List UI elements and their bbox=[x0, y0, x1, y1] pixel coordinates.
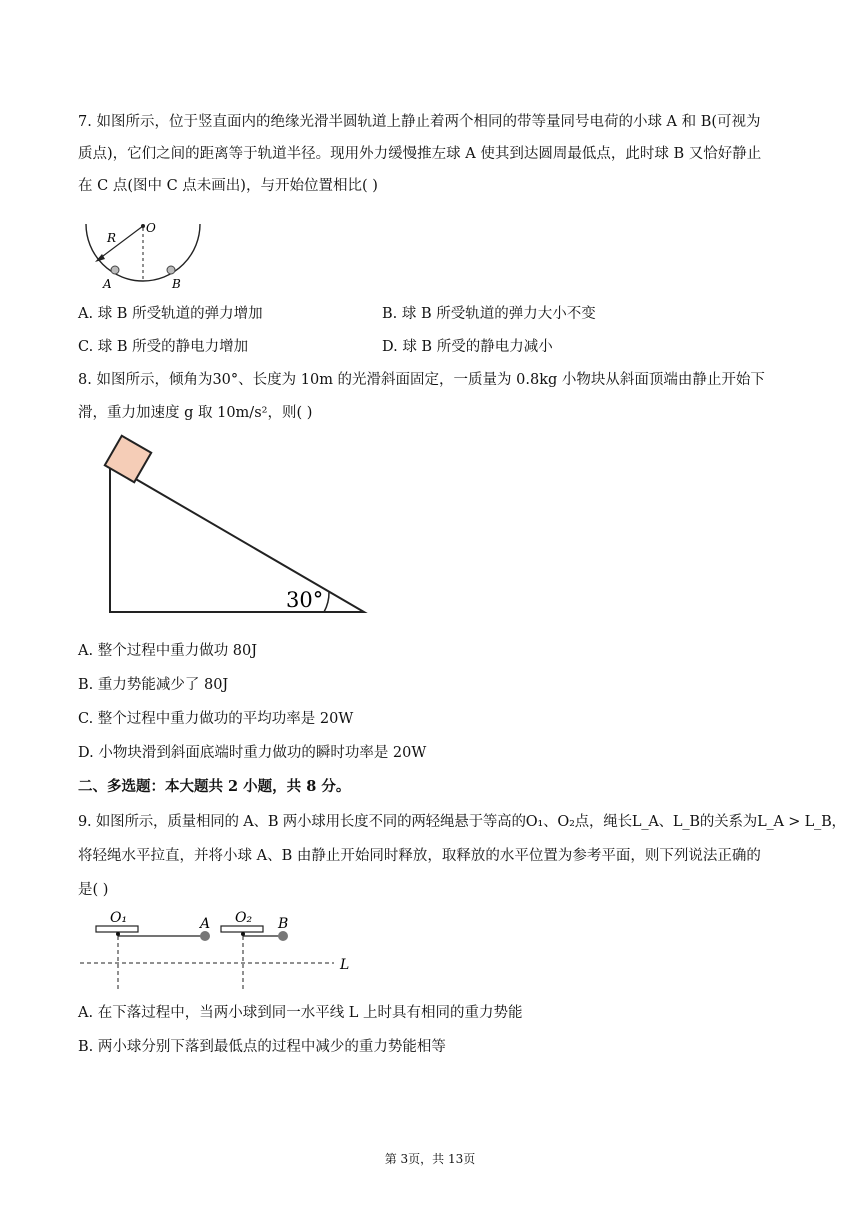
support-O1 bbox=[96, 926, 138, 932]
q8-option-a: A. 整个过程中重力做功 80J bbox=[78, 643, 258, 659]
q8-option-d: D. 小物块滑到斜面底端时重力做功的瞬时功率是 20W bbox=[78, 745, 427, 761]
label-L: L bbox=[340, 957, 350, 973]
q7-stem-line-2: 质点)，它们之间的距离等于轨道半径。现用外力缓慢推左球 A 使其到达圆周最低点，此时球 B 又恰好静止 bbox=[78, 146, 762, 162]
q9-stem-line-3: 是( ) bbox=[78, 882, 109, 898]
label-R: R bbox=[107, 231, 117, 245]
radius-arrow-line bbox=[99, 226, 143, 259]
q9-stem-line-2: 将轻绳水平拉直，并将小球 A、B 由静止开始同时释放，取释放的水平位置为参考平面，则下列说法正确的 bbox=[78, 848, 761, 864]
label-A: A bbox=[103, 277, 112, 291]
q7-semicircle-track-figure bbox=[82, 222, 204, 290]
q8-stem-line-1: 8. 如图所示，倾角为30°、长度为 10m 的光滑斜面固定，一质量为 0.8kg 小物块从斜面顶端由静止开始下 bbox=[78, 372, 765, 388]
q7-stem-line-3: 在 C 点(图中 C 点未画出)，与开始位置相比( ) bbox=[78, 178, 378, 194]
q8-option-c: C. 整个过程中重力做功的平均功率是 20W bbox=[78, 711, 354, 727]
label-A: A bbox=[200, 916, 211, 932]
ball-A bbox=[200, 931, 210, 941]
ball-B bbox=[167, 266, 175, 274]
angle-label: 30° bbox=[286, 588, 324, 612]
q8-stem-line-2: 滑，重力加速度 g 取 10m/s²，则( ) bbox=[78, 405, 313, 421]
q7-option-d: D. 球 B 所受的静电力减小 bbox=[382, 339, 553, 355]
support-O2 bbox=[221, 926, 263, 932]
q7-stem-line-1: 7. 如图所示，位于竖直面内的绝缘光滑半圆轨道上静止着两个相同的带等量同号电荷的小球 A 和 B(可视为 bbox=[78, 114, 761, 130]
q8-incline-figure bbox=[100, 436, 372, 616]
q7-option-a: A. 球 B 所受轨道的弹力增加 bbox=[78, 306, 263, 322]
label-O2: O₂ bbox=[235, 910, 253, 926]
q7-option-c: C. 球 B 所受的静电力增加 bbox=[78, 339, 249, 355]
label-O: O bbox=[146, 221, 156, 235]
ball-B bbox=[278, 931, 288, 941]
label-O1: O₁ bbox=[110, 910, 128, 926]
q7-option-b: B. 球 B 所受轨道的弹力大小不变 bbox=[382, 306, 596, 322]
incline-triangle bbox=[110, 464, 364, 612]
ball-A bbox=[111, 266, 119, 274]
q9-option-b: B. 两小球分别下落到最低点的过程中减少的重力势能相等 bbox=[78, 1039, 446, 1055]
q9-pendulum-figure bbox=[78, 906, 368, 990]
q9-stem-line-1: 9. 如图所示，质量相同的 A、B 两小球用长度不同的两轻绳悬于等高的O₁、O₂点，绳长L_A、L_B的关系为L_A > L_B， bbox=[78, 814, 846, 830]
q8-option-b: B. 重力势能减少了 80J bbox=[78, 677, 229, 693]
page-number-footer: 第 3页，共 13页 bbox=[384, 1152, 476, 1166]
section-title: 二、多选题：本大题共 2 小题，共 8 分。 bbox=[78, 778, 351, 795]
q9-option-a: A. 在下落过程中，当两小球到同一水平线 L 上时具有相同的重力势能 bbox=[78, 1005, 523, 1021]
label-B: B bbox=[172, 277, 181, 291]
label-B: B bbox=[278, 916, 289, 932]
